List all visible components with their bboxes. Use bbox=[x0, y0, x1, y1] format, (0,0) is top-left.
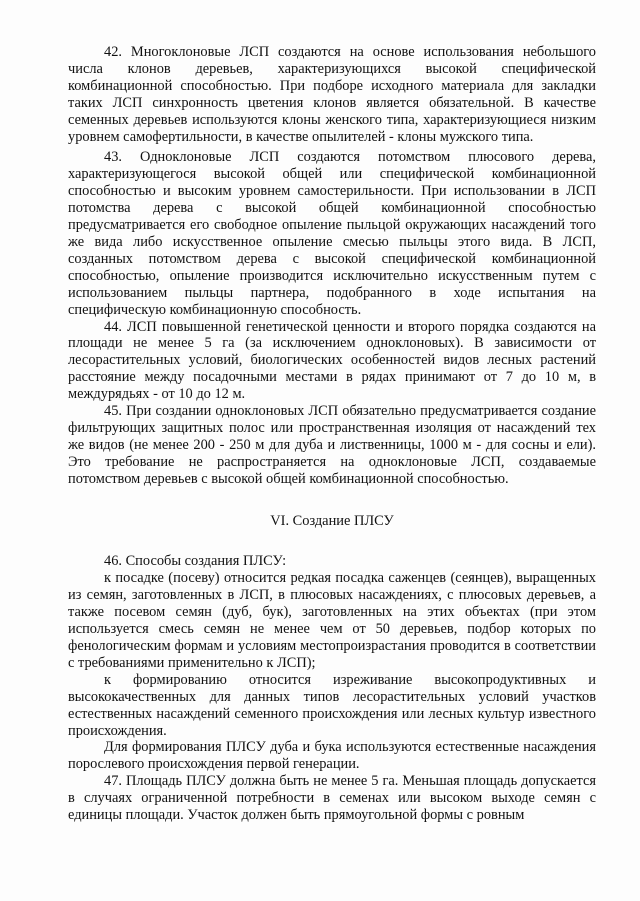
paragraph-46-forming: к формированию относится изреживание высокопродуктивных и высококачественных для данных типов лесорастительных условий участков естественных насаждений семенного происхождения или лесных культур известного происхождения. bbox=[68, 671, 596, 739]
paragraph-44: 44. ЛСП повышенной генетической ценности и второго порядка создаются на площади не менее 5 га (за исключением одноклоновых). В зависимости от лесорастительных условий, биологических особенностей видов лесных растений расстояние между посадочными местами в рядах принимают от 7 до 10 м, в междурядьях - от 10 до 12 м. bbox=[68, 318, 596, 403]
paragraph-43: 43. Одноклоновые ЛСП создаются потомством плюсового дерева, характеризующегося высокой общей или специфической комбинационной способностью и высоким уровнем самостерильности. При использовании в ЛСП потомства дерева с высокой общей комбинационной способностью предусматривается его свободное опыление пыльцой окружающих насаждений того же вида либо искусственное опыление смесью пыльцы этого вида. В ЛСП, созданных потомством дерева с высокой специфической комбинационной способностью, опыление производится исключительно искусственным путем с использованием пыльцы партнера, подобранного в ходе испытания на специфическую комбинационную способность. bbox=[68, 149, 596, 318]
paragraph-46-planting: к посадке (посеву) относится редкая посадка саженцев (сеянцев), выращенных из семян, заготовленных в ЛСП, в плюсовых насаждениях, с плюсовых деревьев, а также посевом семян (дуб, бук), заготовленных на этих объектах (при этом используется смесь семян не менее чем от 50 деревьев, подбор которых по фенологическим формам и условиям местопроизрастания проводится в соответствии с требованиями применительно к ЛСП); bbox=[68, 570, 596, 671]
paragraph-46-oak-beech: Для формирования ПЛСУ дуба и бука используются естественные насаждения порослевого происхождения первой генерации. bbox=[68, 739, 596, 773]
paragraph-42: 42. Многоклоновые ЛСП создаются на основе использования небольшого числа клонов деревьев, характеризующихся высокой специфической комбинационной способностью. При подборе исходного материала для закладки таких ЛСП синхронность цветения клонов является обязательной. В качестве семенных деревьев используются клоны женского типа, характеризующиеся низким уровнем самофертильности, в качестве опылителей - клоны мужского типа. bbox=[68, 44, 596, 145]
section-title: VI. Создание ПЛСУ bbox=[270, 512, 394, 529]
paragraph-47: 47. Площадь ПЛСУ должна быть не менее 5 га. Меньшая площадь допускается в случаях ограниченной потребности в семенах или высоком выходе семян с единицы площади. Участок должен быть прямоугольной формы с ровным bbox=[68, 773, 596, 824]
paragraph-45: 45. При создании одноклоновых ЛСП обязательно предусматривается создание фильтрующих защитных полос или пространственная изоляция от насаждений тех же видов (не менее 200 - 250 м для дуба и лиственницы, 1000 м - для сосны и ели). Это требование не распространяется на одноклоновые ЛСП, создаваемые потомством деревьев с высокой общей комбинационной способностью. bbox=[68, 403, 596, 487]
paragraph-46: 46. Способы создания ПЛСУ: bbox=[104, 553, 287, 570]
